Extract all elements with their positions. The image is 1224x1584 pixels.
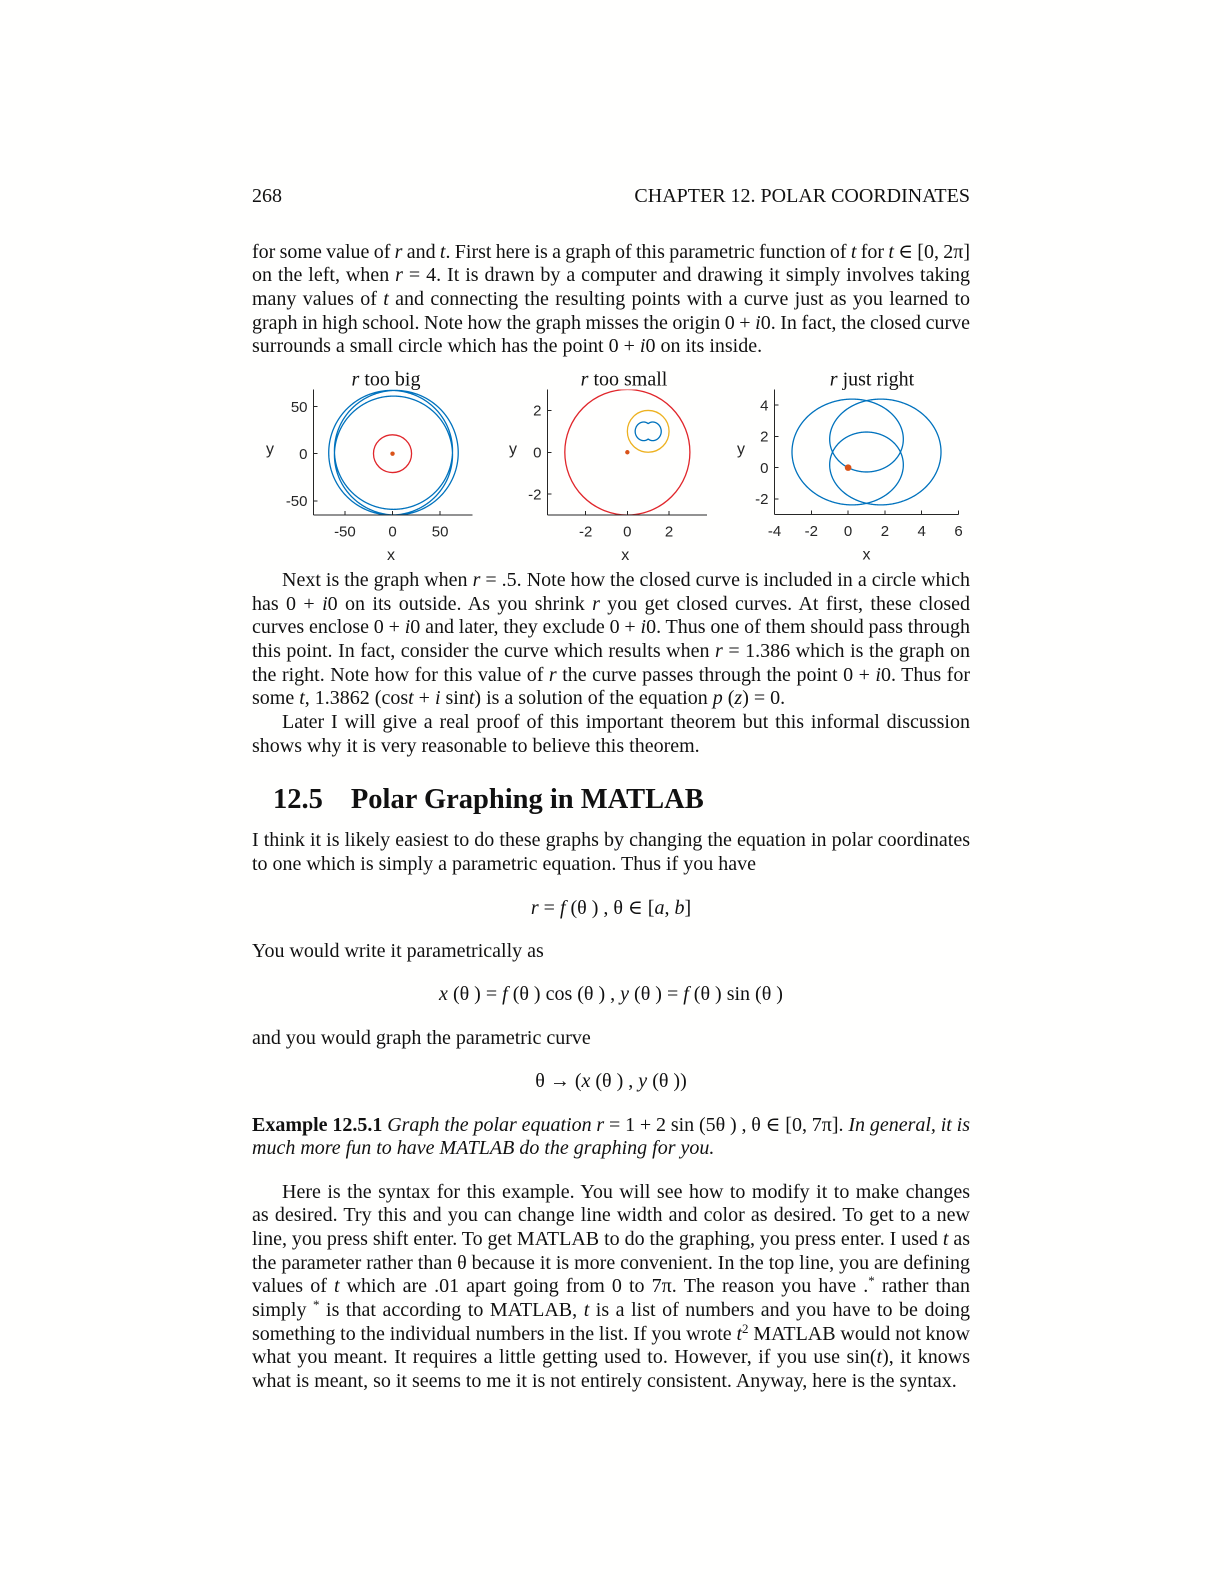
text-line: You would write it parametrically as (252, 940, 544, 962)
text-line: as desired. Try this and you can change line width and color as desired. To get to a new (252, 1204, 970, 1227)
origin-point (625, 450, 629, 454)
italic-text: t (333, 1275, 340, 1298)
text-line: some t, 1.3862 (cost + i sint) is a solution of the equation p (z) = 0. (252, 687, 786, 710)
text-line: many values of t and connecting the resulting points with a curve just as you learned to (252, 287, 970, 310)
y-tick-label: 2 (760, 428, 769, 446)
italic-text: z (734, 687, 743, 710)
text-line: to one which is simply a parametric equation. Thus if you have (252, 852, 756, 875)
equation-parametric: x (θ ) = f (θ ) cos (θ ) , y (θ ) = f (θ ) sin (θ ) (439, 983, 783, 1006)
subplot-title (830, 369, 915, 391)
y-tick-label: 0 (533, 444, 542, 462)
superscript: * (313, 1296, 320, 1312)
figure-polar-plots (240, 360, 980, 575)
italic-text: t (408, 687, 414, 710)
italic-text: Graph the polar equation r (387, 1113, 605, 1136)
x-tick-label: 50 (431, 523, 449, 541)
text-line: graph in high school. Note how the graph misses the origin 0 + i0. In fact, the closed curve (252, 311, 971, 334)
text-line: the parameter rather than θ because it is more convenient. In the top line, you are defining (252, 1251, 970, 1274)
series-curve (792, 399, 941, 505)
y-tick-label: -2 (755, 491, 769, 509)
paragraph-graph-curve (252, 1027, 970, 1051)
italic-text: i (875, 663, 881, 686)
y-tick-label: -50 (285, 493, 308, 511)
title-variable: r (580, 368, 589, 391)
x-tick-label: 0 (388, 523, 397, 541)
section-heading (273, 783, 704, 817)
plot-area (565, 390, 690, 516)
italic-text: r (394, 240, 403, 263)
italic-text: x (581, 1070, 591, 1093)
italic-text: t (439, 240, 446, 263)
text-line: has 0 + i0 on its outside. As you shrink r you get closed curves. At first, these closed (252, 592, 970, 615)
equation-polar: r = f (θ ) , θ ∈ [a, b] (530, 896, 692, 919)
italic-text: t (583, 1298, 590, 1321)
text-line: something to the individual numbers in the list. If you wrote $t^2$ MATLAB would not know (252, 1320, 970, 1345)
italic-text: r (530, 896, 539, 919)
italic-text: t (468, 687, 475, 710)
italic-text: f (559, 896, 566, 919)
superscript: * (868, 1273, 875, 1289)
italic-text: In general, it is (848, 1113, 970, 1136)
text-line (252, 1137, 970, 1161)
text-line: for some value of r and t. First here is a graph of this parametric function of t for t ∈ [0, 2π] (252, 240, 970, 263)
title-variable: r (351, 368, 360, 391)
italic-text: i (640, 616, 647, 639)
subplot-title (352, 369, 421, 391)
italic-text: y (638, 1070, 648, 1093)
section-number: 12.5 (273, 784, 323, 815)
section-title: Polar Graphing in MATLAB (350, 784, 704, 815)
y-tick-label: 4 (760, 397, 769, 415)
italic-text: t (942, 1227, 949, 1250)
subplot-title (581, 369, 668, 391)
text-line: and you would graph the parametric curve (252, 1026, 591, 1049)
subplot-1 (266, 369, 473, 565)
x-tick-label: -2 (578, 523, 593, 541)
text-line: what you meant. It requires a little getting used to. However, if you use sin(t), it knows (252, 1346, 970, 1369)
text-line: surrounds a small circle which has the point 0 + i0 on its inside. (252, 335, 763, 358)
superscript: 2 (742, 1320, 749, 1336)
text-line: simply * is that according to MATLAB, t is a list of numbers and you have to be doing (252, 1296, 971, 1321)
subplot-2 (509, 369, 707, 565)
italic-text: y (620, 983, 630, 1006)
series-circle (627, 410, 669, 452)
page-number: 268 (252, 185, 282, 207)
paragraph-before-figure (252, 241, 970, 359)
text-line: Here is the syntax for this example. You will see how to modify it to make changes (282, 1180, 970, 1203)
paragraph-syntax (252, 1181, 970, 1394)
text-line: the right. Note how for this value of r the curve passes through the point 0 + i0. Thus for (252, 663, 970, 686)
series-curve (635, 422, 661, 441)
bold-text: Example 12.5.1 (252, 1113, 383, 1136)
text-line: curves enclose 0 + i0 and later, they exclude 0 + i0. Thus one of them should pass through (252, 616, 970, 639)
text-line: this point. In fact, consider the curve which results when r = 1.386 which is the graph on (252, 640, 971, 663)
text-line: I think it is likely easiest to do these graphs by changing the equation in polar coordinates (252, 829, 970, 851)
text-line: Next is the graph when r = .5. Note how the closed curve is included in a circle which (282, 569, 970, 591)
paragraph-theorem (252, 711, 970, 758)
text-line: what is meant, so it seems to me it is not entirely consistent. Anyway, here is the syntax. (252, 1370, 957, 1392)
italic-text: a (654, 896, 665, 919)
x-axis-label: x (621, 547, 630, 564)
italic-text: i (639, 335, 646, 358)
title-text: just right (837, 368, 915, 391)
equation-curve: θ → (x (θ ) , y (θ )) (535, 1070, 687, 1093)
y-tick-label: -2 (528, 486, 542, 504)
y-tick-label: 2 (533, 402, 542, 420)
italic-text: r (548, 663, 557, 686)
x-tick-label: 2 (664, 523, 674, 541)
text-line: on the left, when r = 4. It is drawn by a computer and drawing it simply involves taking (252, 264, 971, 287)
x-tick-label: 0 (843, 523, 853, 540)
text-line: Later I will give a real proof of this important theorem but this informal discussion (282, 711, 970, 734)
italic-text: t (876, 1346, 883, 1369)
chapter-title: CHAPTER 12. POLAR COORDINATES (634, 185, 970, 207)
y-tick-label: 50 (290, 398, 308, 416)
x-axis-label: x (862, 546, 871, 564)
text-line: line, you press shift enter. To get MATLAB to do the graphing, you press enter. I used t as (252, 1227, 970, 1250)
paragraph-write-parametric (252, 940, 970, 964)
x-tick-label: 4 (917, 523, 926, 540)
y-axis-label: y (266, 441, 274, 458)
italic-text: x (439, 983, 448, 1006)
italic-text: t (736, 1322, 743, 1345)
subplot-3 (737, 369, 963, 564)
x-axis-label: x (387, 547, 395, 564)
italic-text: r (715, 640, 723, 663)
x-tick-label: -4 (767, 523, 782, 540)
text-line: values of t which are .01 apart going from 0 to 7π. The reason you have .* rather than (252, 1273, 970, 1298)
text-line: Example 12.5.1 Graph the polar equation r = 1 + 2 sin (5θ ) , θ ∈ [0, 7π]. In general, it is (252, 1113, 970, 1136)
x-tick-label: -50 (334, 523, 356, 541)
example-12-5-1 (252, 1114, 970, 1161)
plot-area (792, 399, 941, 505)
italic-text: p (712, 687, 723, 710)
running-head (252, 185, 970, 209)
italic-text: i (434, 687, 441, 710)
x-tick-label: 2 (880, 523, 890, 540)
italic-text: t (888, 240, 894, 263)
italic-text: b (674, 896, 685, 919)
italic-text: i (755, 311, 761, 334)
italic-text: f (502, 983, 508, 1006)
y-tick-label: 0 (760, 459, 769, 477)
italic-text: t (850, 240, 857, 263)
title-text: too small (588, 368, 668, 391)
plot-area (329, 390, 458, 515)
italic-text: t (383, 287, 389, 310)
origin-point (390, 451, 394, 455)
paragraph-intro (252, 829, 970, 876)
title-variable: r (829, 368, 838, 391)
italic-text: i (322, 592, 328, 615)
x-tick-label: -2 (804, 523, 818, 540)
italic-text: r (472, 569, 481, 591)
origin-point (845, 464, 852, 471)
paragraph-after-figure (252, 569, 970, 711)
y-tick-label: 0 (299, 445, 308, 463)
y-axis-label: y (509, 441, 517, 458)
italic-text: f (683, 983, 689, 1006)
text-line: shows why it is very reasonable to believe this theorem. (252, 734, 700, 757)
x-tick-label: 0 (623, 523, 632, 541)
italic-text: r (395, 264, 403, 287)
y-axis-label: y (737, 441, 745, 458)
title-text: too big (359, 368, 421, 391)
italic-text: much more fun to have MATLAB do the graphing for you. (252, 1137, 715, 1160)
italic-text: i (404, 616, 411, 639)
x-tick-label: 6 (954, 523, 963, 540)
italic-text: t (299, 687, 305, 710)
italic-text: r (592, 592, 600, 615)
